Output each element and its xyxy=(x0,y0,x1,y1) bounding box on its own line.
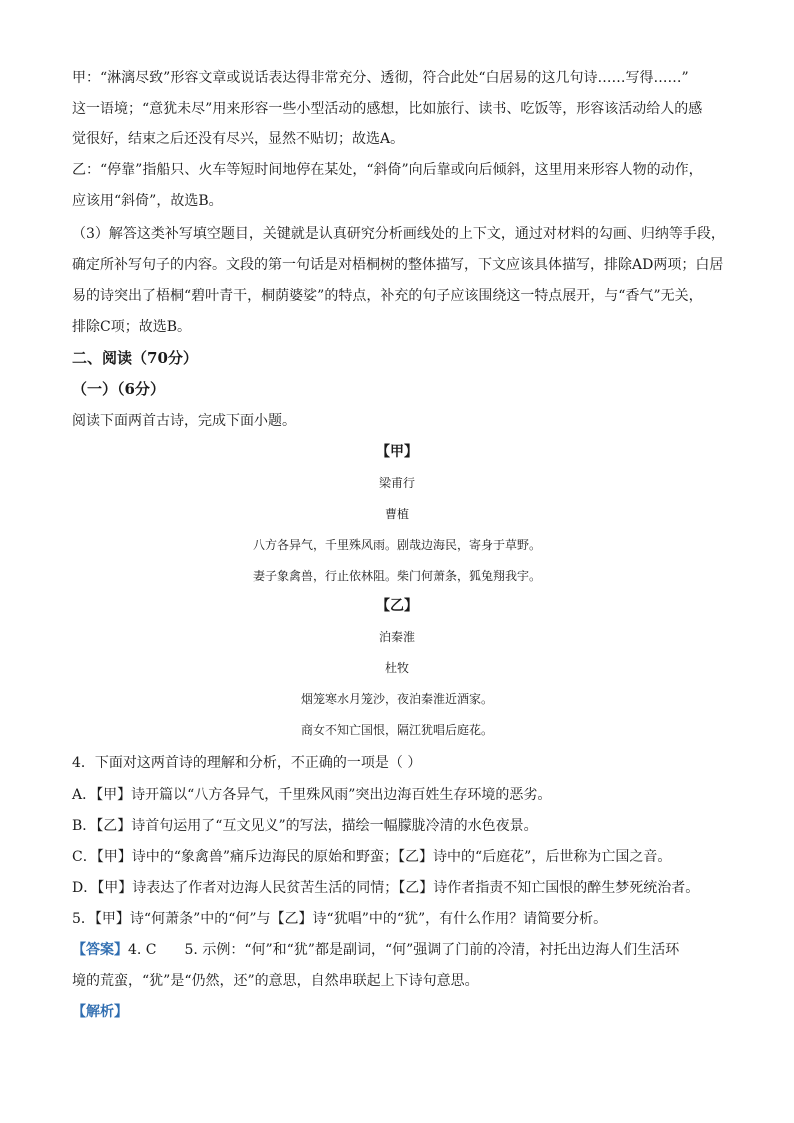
option-a: A．【甲】诗开篇以“八方各异气，千里殊风雨”突出边海百姓生存环境的恶劣。 xyxy=(72,787,552,803)
explanation-b-line-2: 应该用“斜倚”，故选B。 xyxy=(72,193,223,209)
poem-b-author: 杜牧 xyxy=(384,661,409,675)
explanation-3-line-1: （3）解答这类补写填空题目，关键就是认真研究分析画线处的上下文，通过对材料的勾画、归纳等手段， xyxy=(72,226,725,242)
poem-a-title: 梁甫行 xyxy=(378,476,415,490)
analysis-tag: 【解析】 xyxy=(72,1004,128,1020)
reading-instruction: 阅读下面两首古诗，完成下面小题。 xyxy=(72,413,296,429)
explanation-3-line-4: 排除C项；故选B。 xyxy=(72,319,191,335)
poem-a-line-1: 八方各异气，千里殊风雨。剧哉边海民，寄身于草野。 xyxy=(252,538,541,552)
question-5: 5．【甲】诗“何萧条”中的“何”与【乙】诗“犹唱”中的“犹”，有什么作用？请简要分析。 xyxy=(72,911,608,927)
section-title: 二、阅读（70分） xyxy=(72,349,198,367)
option-d: D．【甲】诗表达了作者对边海人民贫苦生活的同情；【乙】诗作者指责不知亡国恨的醉生梦死统治者。 xyxy=(72,880,700,896)
answer-line-1 xyxy=(72,940,722,960)
poem-b-line-2: 商女不知亡国恨，隔江犹唱后庭花。 xyxy=(300,723,493,737)
poem-a-label: 【甲】 xyxy=(376,444,418,460)
analysis-line xyxy=(72,1002,722,1022)
explanation-a-line-1: 甲：“淋漓尽致”形容文章或说话表达得非常充分、透彻，符合此处“白居易的这几句诗……写得……” xyxy=(72,70,689,86)
explanation-3-line-2: 确定所补写句子的内容。文段的第一句话是对梧桐树的整体描写，下文应该具体描写，排除AD两项；白居 xyxy=(72,257,724,273)
explanation-a-line-3: 觉很好，结束之后还没有尽兴，显然不贴切；故选A。 xyxy=(72,131,405,147)
explanation-b-line-1: 乙：“停靠”指船只、火车等短时间地停在某处，“斜倚”向后靠或向后倾斜，这里用来形容人物的动作， xyxy=(72,162,703,178)
poem-a-author: 曹植 xyxy=(384,507,409,521)
option-b: B．【乙】诗首句运用了“互文见义”的写法，描绘一幅朦胧冷清的水色夜景。 xyxy=(72,818,538,834)
poem-b-title: 泊秦淮 xyxy=(378,630,415,644)
question-4: 4．下面对这两首诗的理解和分析，不正确的一项是（ ） xyxy=(72,755,422,771)
option-c: C．【甲】诗中的“象禽兽”痛斥边海民的原始和野蛮；【乙】诗中的“后庭花”，后世称为亡国之音。 xyxy=(72,849,672,865)
poem-b-line-1: 烟笼寒水月笼沙，夜泊秦淮近酒家。 xyxy=(300,692,493,706)
poem-b-label: 【乙】 xyxy=(376,598,418,614)
answer-tag: 【答案】 xyxy=(72,942,128,958)
poem-a-line-2: 妻子象禽兽，行止依林阻。柴门何萧条，狐兔翔我宇。 xyxy=(252,569,541,583)
explanation-3-line-3: 易的诗突出了梧桐“碧叶青干，桐荫婆娑”的特点，补充的句子应该围绕这一特点展开，与“香气”无关， xyxy=(72,288,703,304)
section-subtitle: （一）（6分） xyxy=(72,380,165,398)
answer-line-2: 境的荒蛮，“犹”是“仍然，还”的意思，自然串联起上下诗句意思。 xyxy=(72,973,479,989)
answer-text-1: 4. C 5. 示例：“何”和“犹”都是副词，“何”强调了门前的冷清，衬托出边海人们生活环 xyxy=(128,942,680,958)
explanation-a-line-2: 这一语境；“意犹未尽”用来形容一些小型活动的感想，比如旅行、读书、吃饭等，形容该活动给人的感 xyxy=(72,101,703,117)
